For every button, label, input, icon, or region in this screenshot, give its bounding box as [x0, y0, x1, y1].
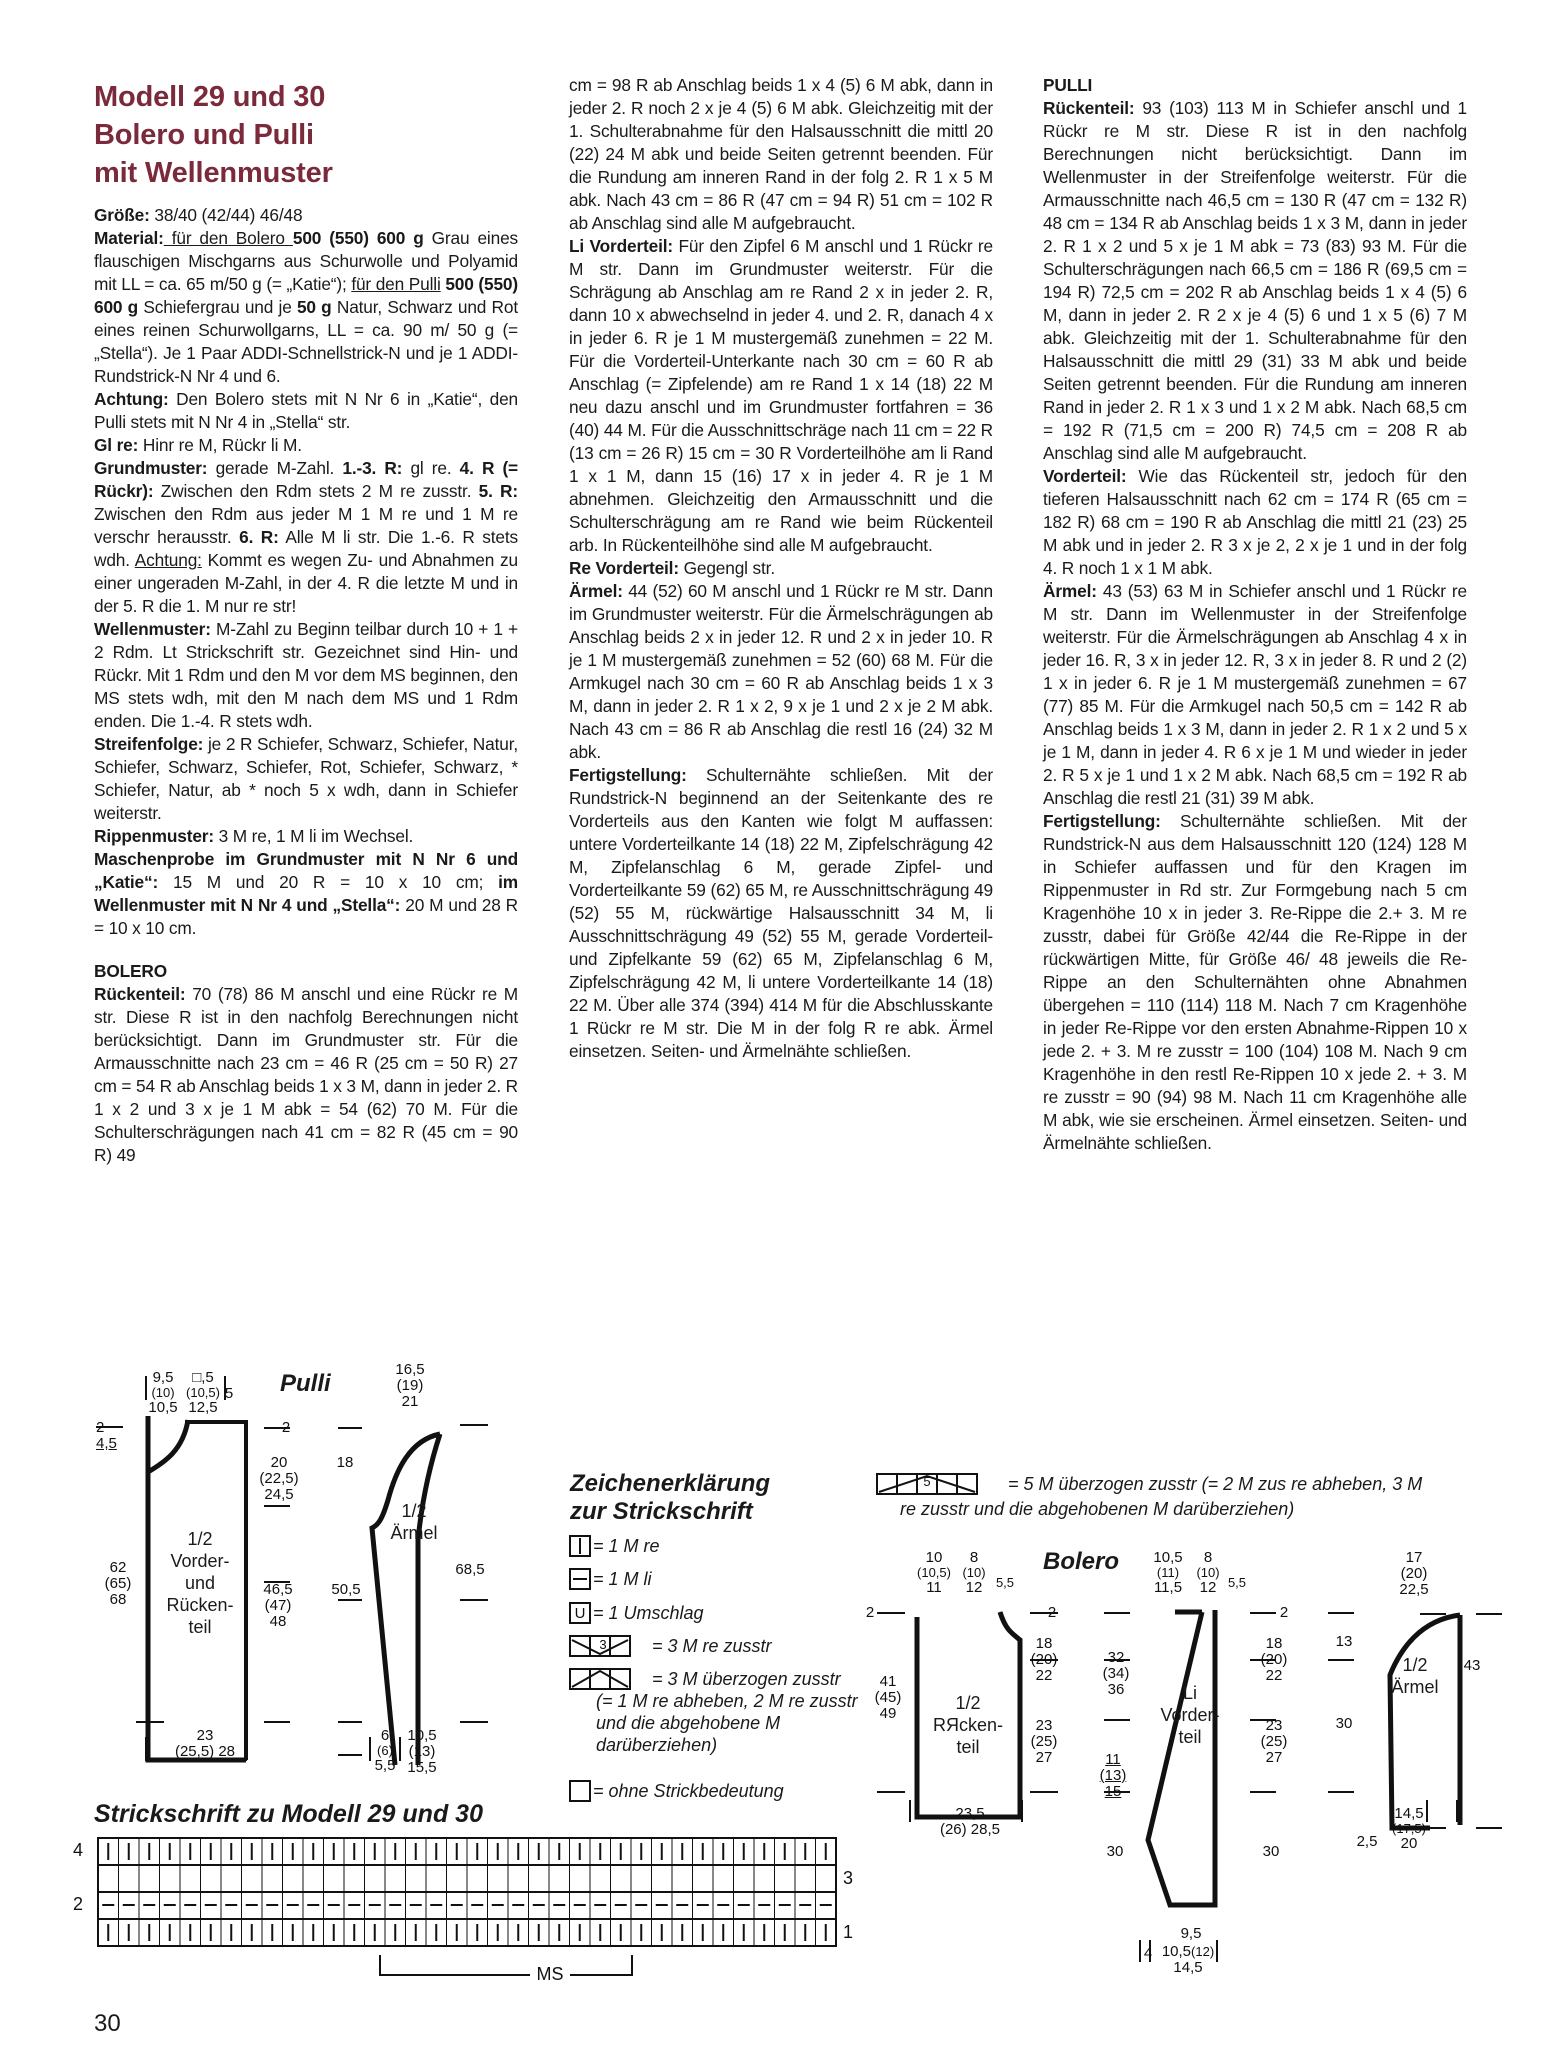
re-vorderteil-paragraph: Re Vorderteil: Gegengl str.	[569, 558, 775, 578]
bolero-diagram-title: Bolero	[1043, 1548, 1120, 1575]
bolero-back-side: 23 (25) 27	[1030, 1717, 1058, 1766]
bolero-front-hem: 11 (13) 15	[1099, 1751, 1127, 1800]
legend-5-glyph: 5	[923, 1474, 931, 1489]
pulli-neck-depth: 5	[224, 1385, 234, 1402]
bolero-front-point-2: 30	[1262, 1843, 1280, 1860]
chart-row-4: 4	[72, 1840, 83, 1860]
bolero-front-shoulder: 2	[1279, 1604, 1289, 1621]
pulli-sleeve-length: 68,5	[455, 1561, 485, 1578]
page-number: 30	[94, 2010, 121, 2037]
bolero-front-bottom-top: 9,5	[1180, 1925, 1202, 1942]
streifenfolge-paragraph: Streifenfolge: je 2 R Schiefer, Schwarz, Schiefer, Natur, Schiefer, Schwarz, Schiefer, Rot, Schiefer, Schwarz, * Schiefer, Natur, ab * noch 5 x wdh, dann in Schiefer weiterstr.	[94, 734, 518, 823]
pulli-aermel-paragraph: Ärmel: 43 (53) 63 M in Schiefer anschl und 1 Rückr re M str. Dann im Wellenmuster in der Streifenfolge weiterstr. Für die Ärmelschrägungen ab Anschlag 4 x in jeder 16. R, 3 x in jeder 12. R, 3 x in jeder 8. R und 2 (2) 1 x in jeder 6. R je 1 M mustergemäß zunehmen = 67 (77) 85 M. Für die Armkugel nach 50,5 cm = 142 R ab Anschlag beids 1 x 3 M, dann in jeder 2. R 1 x 2 und 5 x je 1 M, dann in jeder 4. R 6 x je 1 M und wieder in jeder 2. R 5 x je 1 und 1 x 2 M abk. Nach 68,5 cm = 192 R ab Anschlag die restl 21 (31) 39 M abk.	[1043, 581, 1467, 808]
wellenmuster-paragraph: Wellenmuster: M-Zahl zu Beginn teilbar durch 10 + 1 + 2 Rdm. Lt Strickschrift str. Gezeichnet sind Hin- und Rückr. Mit 1 Rdm und den M vor dem MS beginnen, den MS stets wdh, mit den M nach dem MS und 1 Rdm enden. Die 1.-4. R stets wdh.	[94, 619, 518, 731]
chart-row-2: 2	[72, 1894, 83, 1914]
bolero-back-armhole: 18 (20) 22	[1030, 1635, 1058, 1684]
stitch-chart-grid	[98, 1838, 836, 1975]
legend-3-glyph: 3	[599, 1637, 607, 1652]
bolero-sleeve-outline	[1390, 1615, 1460, 1828]
rueckenteil-continued: cm = 98 R ab Anschlag beids 1 x 4 (5) 6 M abk, dann in jeder 2. R noch 2 x je 4 (5) 6 M abk. Gleichzeitig mit der 1. Schulterabnahme für den Halsausschnitt die mittl 20 (22) 24 M abk und beide Seiten getrennt beenden. Für die Rundung am inneren Rand in der folg 2. R 1 x 5 M abk. Nach 43 cm = 86 R (47 cm = 94 R) 51 cm = 102 R ab Anschlag sind alle M aufgebraucht.	[569, 75, 993, 233]
legend-knit: = 1 M re	[593, 1536, 660, 1556]
bolero-sleeve-cap: 13	[1335, 1633, 1353, 1650]
pulli-diagram-title: Pulli	[280, 1370, 331, 1397]
bolero-front-bottom-2: 10,5(12) 14,5	[1161, 1943, 1215, 1976]
legend-no-stitch: = ohne Strickbedeutung	[593, 1781, 784, 1801]
bolero-front-top-3: 5,5	[1227, 1575, 1247, 1590]
bolero-back-length: 41 (45) 49	[874, 1673, 902, 1722]
bolero-front-outline	[1148, 1610, 1215, 1905]
bolero-sleeve-bottom-1: 2,5	[1356, 1833, 1378, 1850]
legend-sk2p: = 3 M überzogen zusstr (= 1 M re abheben, 2 M re zusstr und die abgehobene M darüberziehen)	[596, 1669, 858, 1755]
pulli-sleeve-seam: 50,5	[331, 1581, 361, 1598]
chart-repeat-label: MS	[530, 1966, 570, 1982]
bolero-front-top-2: 8 (10) 12	[1196, 1549, 1220, 1596]
bolero-heading: BOLERO	[94, 961, 168, 981]
bolero-back-label: 1/2 RЯcken- teil	[932, 1693, 1003, 1757]
bolero-back-neck-2: 8 (10) 12	[962, 1549, 986, 1596]
legend-u-glyph: U	[574, 1605, 586, 1622]
pulli-armhole-depth: 20 (22,5) 24,5	[259, 1454, 299, 1503]
achtung-paragraph: Achtung: Den Bolero stets mit N Nr 6 in „Katie“, den Pulli stets mit N Nr 4 in „Stella“ str.	[94, 389, 518, 432]
pulli-heading: PULLI	[1043, 75, 1093, 95]
bolero-front-bottom-1: 4	[1143, 1945, 1153, 1962]
bolero-front-top-1: 10,5 (11) 11,5	[1153, 1549, 1183, 1596]
pulli-sleeve-cap: 18	[336, 1454, 354, 1471]
bolero-rueckenteil-paragraph: Rückenteil: 70 (78) 86 M anschl und eine Rückr re M str. Diese R ist in den nachfolg Berechnungen nicht berücksichtigt. Dann im Grundmuster str. Für die Armausschnitte nach 23 cm = 46 R (25 cm = 50 R) 27 cm = 54 R ab Anschlag beids 1 x 3 M, dann in jeder 2. R 1 x 2 und 3 x je 1 M abk = 54 (62) 70 M. Für die Schulterschrägungen nach 41 cm = 82 R (45 cm = 90 R) 49	[94, 984, 518, 1165]
bolero-back-bottom: 23,5 (26) 28,5	[939, 1805, 1001, 1838]
bolero-front-label: Li Vorder- teil	[1160, 1683, 1220, 1747]
legend-5tog-line1: = 5 M überzogen zusstr (= 2 M zus re abheben, 3 M	[1008, 1474, 1423, 1494]
bolero-sleeve-label: 1/2 Ärmel	[1391, 1655, 1439, 1697]
legend-yarnover: = 1 Umschlag	[593, 1603, 704, 1623]
bolero-sleeve-top: 17 (20) 22,5	[1399, 1549, 1429, 1598]
legend-no-stitch-symbol	[570, 1781, 590, 1801]
glatt-rechts-paragraph: Gl re: Hinr re M, Rückr li M.	[94, 435, 302, 455]
bolero-front-neck-depth: 32 (34) 36	[1102, 1649, 1130, 1698]
bolero-fertigstellung-paragraph: Fertigstellung: Schulternähte schließen. Mit der Rundstrick-N beginnend an der Seitenkante des re Vorderteils aus den Kanten wie folgt M auffassen: untere Vorderteilkante 14 (18) 22 M, Zipfelschrägung 42 M, Zipfelanschlag 6 M, gerade Zipfel- und Vorderteilkante 59 (62) 65 M, re Ausschnittschrägung 49 (52) 55 M, rückwärtige Halsausschnitt 34 M, li Ausschnittschrägung 49 (52) 55 M, gerade Vorderteil- und Zipfelkante 59 (62) 65 M, Zipfelanschlag 6 M, Zipfelschrägung 42 M, li untere Vorderteilkante 14 (18) 22 M. Über alle 374 (394) 414 M für die Abschlusskante 1 Rückr re M str. Die M in der folg R re abk. Ärmel einsetzen. Seiten- und Ärmelnähte schließen.	[569, 765, 993, 1061]
maschenprobe-paragraph: Maschenprobe im Grundmuster mit N Nr 6 und „Katie“: 15 M und 20 R = 10 x 10 cm; im Wellenmuster mit N Nr 4 und „Stella“: 20 M und 28 R = 10 x 10 cm.	[94, 849, 518, 938]
pulli-sleeve-label: 1/2 Ärmel	[390, 1501, 438, 1543]
pulli-shoulder-right: 2	[281, 1419, 291, 1436]
pulli-sleeve-top-width: 16,5 (19) 21	[395, 1361, 425, 1410]
pulli-body-length: 62 (65) 68	[104, 1559, 132, 1608]
bolero-front-armhole: 18 (20) 22	[1260, 1635, 1288, 1684]
chart-title: Strickschrift zu Modell 29 und 30	[94, 1800, 483, 1828]
material-paragraph: Material: für den Bolero 500 (550) 600 g Grau eines flauschigen Mischgarns aus Schurwolle und Polyamid mit LL = ca. 65 m/50 g (= „Katie“); für den Pulli 500 (550) 600 g Schiefergrau und je 50 g Natur, Schwarz und Rot eines reinen Schurwollgarns, LL = ca. 90 m/ 50 g (= „Stella“). Je 1 Paar ADDI-Schnellstrick-N und je 1 ADDI-Rundstrick-N Nr 4 und 6.	[94, 228, 519, 386]
chart-row-3: 3	[842, 1868, 853, 1888]
page-title: Modell 29 und 30 Bolero und Pulli mit Wellenmuster	[94, 81, 333, 189]
legend-title: Zeichenerklärung zur Strickschrift	[570, 1470, 771, 1525]
pulli-vorderteil-paragraph: Vorderteil: Wie das Rückenteil str, jedoch für den tieferen Halsausschnitt nach 62 cm = 174 R (65 cm = 182 R) 68 cm = 190 R ab Anschlag die mittl 21 (23) 25 M abk und in jeder 2. R 3 x je 2, 2 x je 1 und in der folg 4. R noch 1 x 1 M abk.	[1043, 466, 1467, 578]
bolero-sleeve-bottom-2: 14,5 (17,5) 20	[1392, 1805, 1426, 1852]
bolero-back-shoulder-right: 2	[1047, 1604, 1057, 1621]
pulli-sleeve-outline	[372, 1434, 440, 1765]
pulli-neck-width-2: □,5 (10,5) 12,5	[186, 1369, 220, 1416]
pulli-sleeve-bottom-1: 6 (6) 5,5	[374, 1727, 396, 1774]
legend-k3tog: = 3 M re zusstr	[652, 1636, 772, 1656]
bolero-sleeve-length: 43	[1463, 1657, 1481, 1674]
bolero-sleeve-seam: 30	[1335, 1715, 1353, 1732]
legend-5tog-line2: re zusstr und die abgehobenen M darüberziehen)	[900, 1499, 1295, 1519]
bolero-front-point: 30	[1106, 1843, 1124, 1860]
rippenmuster-paragraph: Rippenmuster: 3 M re, 1 M li im Wechsel.	[94, 826, 414, 846]
chart-row-1: 1	[842, 1922, 853, 1942]
pulli-sleeve-bottom-2: 10,5 (13) 15,5	[407, 1727, 437, 1776]
legend-purl: = 1 M li	[593, 1569, 652, 1589]
pulli-neck-width: 9,5 (10) 10,5	[148, 1369, 178, 1416]
pulli-fertigstellung-paragraph: Fertigstellung: Schulternähte schließen. Mit der Rundstrick-N aus dem Halsausschnitt 120 (124) 128 M in Schiefer auffassen und für den Kragen im Rippenmuster in Rd str. Zur Formgebung nach 5 cm Kragenhöhe 10 x in jeder 3. Re-Rippe die 2.+ 3. M re zusstr, dabei für Größe 42/44 die Re-Rippe in der rückwärtigen Mitte, für Größe 46/ 48 jeweils die Re-Rippe an den Schulternähten ohne Abnahmen übergehen = 110 (114) 118 M. Nach 7 cm Kragenhöhe in jeder Re-Rippe vor den ersten Abnahme-Rippen 10 x jede 2. + 3. M re zusstr = 100 (104) 108 M. Nach 9 cm Kragenhöhe in den restl Re-Rippen 10 x jede 2. + 3. M re zusstr = 90 (94) 98 M. Nach 11 cm Kragenhöhe alle M abk, wie sie erscheinen. Ärmel einsetzen. Seiten- und Ärmelnähte schließen.	[1043, 811, 1467, 1153]
bolero-front-side: 23 (25) 27	[1260, 1717, 1288, 1766]
bolero-back-neck-3: 5,5	[995, 1575, 1015, 1590]
size-paragraph: Größe: 38/40 (42/44) 46/48	[94, 205, 303, 225]
pulli-bottom-width: 23 (25,5) 28	[174, 1727, 236, 1760]
grundmuster-paragraph: Grundmuster: gerade M-Zahl. 1.-3. R: gl re. 4. R (= Rückr): Zwischen den Rdm stets 2 M re zusstr. 5. R: Zwischen den Rdm aus jeder M 1 M re und 1 M re verschr herausstr. 6. R: Alle M li str. Die 1.-6. R stets wdh. Achtung: Kommt es wegen Zu- und Abnahmen zu einer ungeraden M-Zahl, in der 4. R die letzte M und in der 5. R die 1. M nur re str!	[94, 458, 519, 616]
pulli-shoulder-left: 2 4,5	[96, 1419, 117, 1452]
pulli-side-length: 46,5 (47) 48	[263, 1581, 293, 1630]
pulli-body-label: 1/2 Vorder- und Rücken- teil	[166, 1529, 234, 1637]
bolero-back-shoulder-left: 2	[865, 1604, 875, 1621]
pulli-rueckenteil-paragraph: Rückenteil: 93 (103) 113 M in Schiefer anschl und 1 Rückr re M str. Diese R ist in den nachfolg Berechnungen nicht berücksichtigt. Dann im Wellenmuster in der Streifenfolge weiterstr. Für die Armausschnitte nach 46,5 cm = 130 R (47 cm = 132 R) 48 cm = 134 R ab Anschlag beids 1 x 3 M, dann in jeder 2. R 1 x 2 und 5 x je 1 M abk = 73 (83) 93 M. Für die Schulterschrägungen nach 66,5 cm = 186 R (69,5 cm = 194 R) 72,5 cm = 202 R ab Anschlag beids 1 x 4 (5) 6 M, dann in jeder 2. R 2 x je 4 (5) 6 und 1 x 5 (6) 7 M abk. Gleichzeitig mit der 1. Schulterabnahme für den Halsausschnitt die mittl 29 (31) 33 M abk und beide Seiten getrennt beenden. Für die Rundung am inneren Rand in jeder 2. R 1 x 3 und 1 x 2 M abk. Nach 68,5 cm = 192 R (71,5 cm = 200 R) 74,5 cm = 208 R ab Anschlag sind alle M aufgebraucht.	[1043, 98, 1467, 463]
bolero-back-neck-1: 10 (10,5) 11	[917, 1549, 951, 1596]
bolero-aermel-paragraph: Ärmel: 44 (52) 60 M anschl und 1 Rückr re M str. Dann im Grundmuster weiterstr. Für die Ärmelschrägungen ab Anschlag beids 2 x in jeder 12. R und 2 x in jeder 10. R je 1 M mustergemäß zunehmen = 52 (60) 68 M. Für die Armkugel nach 30 cm = 60 R ab Anschlag beids 1 x 3 M, dann in jeder 2. R 1 x 2, 9 x je 1 und 2 x je 2 M abk. Nach 43 cm = 86 R ab Anschlag die restl 16 (24) 32 M abk.	[569, 581, 993, 762]
li-vorderteil-paragraph: Li Vorderteil: Für den Zipfel 6 M anschl und 1 Rückr re M str. Dann im Grundmuster weiterstr. Für die Schrägung ab Anschlag am re Rand 2 x in jeder 2. R, dann 10 x abwechselnd in jeder 4. und 2. R, danach 4 x in jeder 6. R je 1 M mustergemäß zunehmen = 22 M. Für die Vorderteil-Unterkante nach 30 cm = 60 R ab Anschlag (= Zipfelende) am re Rand 1 x 14 (18) 22 M neu dazu anschl und im Grundmuster fortfahren = 36 (40) 44 M. Für die Ausschnittschräge nach 11 cm = 22 R (13 cm = 26 R) 15 cm = 30 R Vorderteilhöhe am li Rand 1 x 1 M, dann 15 (16) 17 x in jeder 4. R je 1 M abnehmen. Gleichzeitig den Armausschnitt und die Schulterschrägung am re Rand wie beim Rückenteil arb. In Rückenteilhöhe sind alle M aufgebraucht.	[569, 236, 994, 555]
